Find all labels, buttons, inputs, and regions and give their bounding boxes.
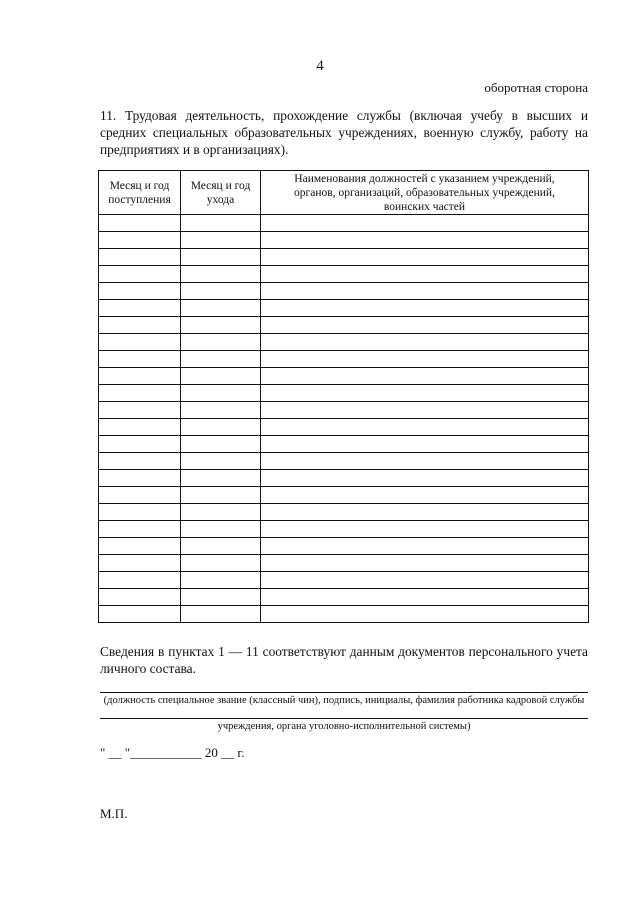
table-cell [181,572,261,589]
table-cell [99,521,181,538]
table-cell [261,470,589,487]
table-cell [99,487,181,504]
table-cell [181,589,261,606]
table-cell [261,538,589,555]
table-cell [181,606,261,623]
table-cell [261,317,589,334]
table-cell [181,249,261,266]
table-cell [99,368,181,385]
table-cell [181,283,261,300]
table-row [99,215,589,232]
table-cell [181,453,261,470]
table-row [99,385,589,402]
table-header-row [99,171,589,215]
table-row [99,249,589,266]
column-header-end: Месяц и год ухода [181,171,261,215]
table-cell [99,215,181,232]
table-cell [181,385,261,402]
table-cell [99,572,181,589]
table-cell [99,504,181,521]
table-row [99,300,589,317]
signature-caption-2: учреждения, органа уголовно-исполнительной системы) [217,721,471,732]
signature-line-2 [100,718,588,719]
table-cell [261,487,589,504]
table-cell [261,402,589,419]
table-cell [261,249,589,266]
page-number: 4 [316,58,324,74]
table-cell [99,419,181,436]
table-cell [181,487,261,504]
table-cell [261,215,589,232]
column-header-start: Месяц и год поступления [99,171,181,215]
table-cell [181,419,261,436]
table-cell [261,606,589,623]
table-row [99,470,589,487]
table-cell [181,368,261,385]
table-cell [261,419,589,436]
table-row [99,453,589,470]
table-cell [99,266,181,283]
signature-caption-1: (должность специальное звание (классный чин), подпись, инициалы, фамилия работника кадровой службы [103,695,585,706]
section-title: 11. Трудовая деятельность, прохождение службы (включая учебу в высших и средних специальных образовательных учреждениях, военную службу, работу на предприятиях и в организациях). [100,108,588,157]
table-cell [99,402,181,419]
employment-history-table [98,170,589,623]
table-row [99,266,589,283]
date-line: " __ "___________ 20 __ г. [100,745,245,760]
table-cell [181,232,261,249]
table-cell [99,249,181,266]
table-row [99,572,589,589]
table-row [99,402,589,419]
table-row [99,317,589,334]
table-cell [261,521,589,538]
table-row [99,589,589,606]
table-body [99,215,589,623]
table-cell [99,334,181,351]
table-cell [261,300,589,317]
stamp-label: М.П. [100,806,128,821]
table-row [99,334,589,351]
table-cell [261,351,589,368]
column-header-position: Наименования должностей с указанием учреждений, органов, организаций, образовательных учреждений, воинских частей [261,171,589,215]
table-cell [181,470,261,487]
table-cell [181,317,261,334]
table-row [99,504,589,521]
table-row [99,606,589,623]
table-cell [99,453,181,470]
table-cell [99,470,181,487]
table-cell [181,402,261,419]
table-cell [261,334,589,351]
table-cell [181,300,261,317]
table-cell [99,606,181,623]
table-row [99,538,589,555]
table-cell [261,589,589,606]
table-cell [261,504,589,521]
table-cell [99,317,181,334]
table-cell [99,538,181,555]
table-cell [99,555,181,572]
table-cell [99,589,181,606]
confirmation-text: Сведения в пунктах 1 — 11 соответствуют данным документов персонального учета личного состава. [100,644,588,676]
table-row [99,368,589,385]
table-row [99,487,589,504]
side-label: оборотная сторона [484,80,588,95]
table-cell [99,283,181,300]
table-cell [261,385,589,402]
table-cell [99,385,181,402]
table-cell [99,351,181,368]
table-row [99,555,589,572]
table-cell [261,232,589,249]
table-row [99,283,589,300]
table-cell [181,521,261,538]
table-row [99,232,589,249]
table-cell [261,572,589,589]
table-cell [99,300,181,317]
table-cell [181,351,261,368]
table-row [99,436,589,453]
table-cell [181,266,261,283]
table-cell [99,436,181,453]
table-cell [181,436,261,453]
table-cell [181,538,261,555]
table-cell [261,283,589,300]
table-cell [261,368,589,385]
table-cell [261,555,589,572]
table-cell [181,334,261,351]
signature-line-1 [100,692,588,693]
table-cell [181,504,261,521]
table-cell [261,266,589,283]
table-cell [181,215,261,232]
table-row [99,351,589,368]
table-cell [181,555,261,572]
table-row [99,419,589,436]
table-cell [99,232,181,249]
table-cell [261,436,589,453]
table-cell [261,453,589,470]
table-row [99,521,589,538]
